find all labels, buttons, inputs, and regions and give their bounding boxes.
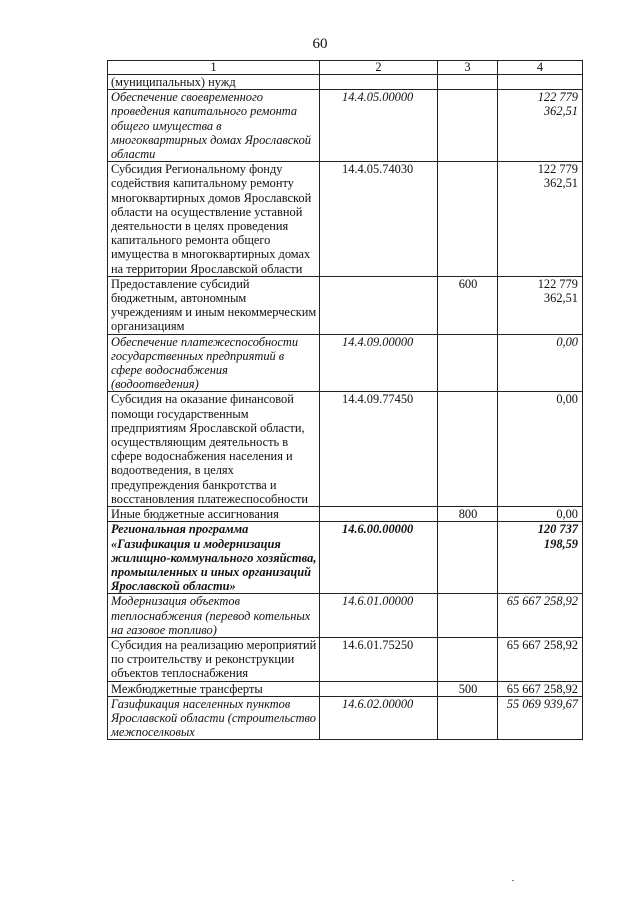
table-row <box>108 594 583 638</box>
row-amount-cell: 122 779 362,51 <box>498 276 583 334</box>
row-code-cell: 14.4.09.77450 <box>320 392 438 507</box>
row-name-cell: Субсидия на реализацию мероприятий по строительству и реконструкции объектов теплоснабжения <box>108 637 320 681</box>
row-kvr-cell <box>438 75 498 90</box>
row-amount-cell: 65 667 258,92 <box>498 594 583 638</box>
row-amount-cell: 122 779 362,51 <box>498 90 583 162</box>
row-amount-cell: 122 779 362,51 <box>498 162 583 277</box>
row-name-cell: Обеспечение своевременного проведения капитального ремонта общего имущества в многоквартирных домах Ярославской области <box>108 90 320 162</box>
row-amount-cell: 65 667 258,92 <box>498 681 583 696</box>
row-kvr-cell <box>438 522 498 594</box>
row-kvr-cell: 500 <box>438 681 498 696</box>
row-name-cell: (муниципальных) нужд <box>108 75 320 90</box>
column-header: 3 <box>438 61 498 75</box>
row-code-cell: 14.6.01.00000 <box>320 594 438 638</box>
row-name-cell: Предоставление субсидий бюджетным, автономным учреждениям и иным некоммерческим организациям <box>108 276 320 334</box>
row-name-cell: Иные бюджетные ассигнования <box>108 507 320 522</box>
row-code-cell <box>320 681 438 696</box>
row-code-cell: 14.4.09.00000 <box>320 334 438 392</box>
row-amount-cell <box>498 75 583 90</box>
table-body <box>108 61 583 740</box>
table-row <box>108 637 583 681</box>
scan-speck <box>512 880 514 881</box>
row-kvr-cell <box>438 162 498 277</box>
row-amount-cell: 55 069 939,67 <box>498 696 583 740</box>
row-name-cell: Субсидия Региональному фонду содействия капитальному ремонту многоквартирных домов Ярославской области на осуществление уставной деятельности в целях проведения капитального ремонта общего имущества в многоквартирных домах на территории Ярославской области <box>108 162 320 277</box>
column-header: 2 <box>320 61 438 75</box>
row-code-cell <box>320 276 438 334</box>
table-row <box>108 522 583 594</box>
row-kvr-cell: 800 <box>438 507 498 522</box>
row-code-cell: 14.6.02.00000 <box>320 696 438 740</box>
table-row <box>108 162 583 277</box>
row-name-cell: Региональная программа «Газификация и модернизация жилищно-коммунального хозяйства, промышленных и иных организаций Ярославской области» <box>108 522 320 594</box>
row-name-cell: Модернизация объектов теплоснабжения (перевод котельных на газовое топливо) <box>108 594 320 638</box>
row-kvr-cell <box>438 637 498 681</box>
table-row <box>108 507 583 522</box>
budget-table <box>107 60 583 740</box>
row-amount-cell: 65 667 258,92 <box>498 637 583 681</box>
table-row <box>108 392 583 507</box>
row-amount-cell: 0,00 <box>498 507 583 522</box>
row-code-cell: 14.6.01.75250 <box>320 637 438 681</box>
row-amount-cell: 0,00 <box>498 334 583 392</box>
row-kvr-cell <box>438 392 498 507</box>
row-amount-cell: 0,00 <box>498 392 583 507</box>
row-name-cell: Обеспечение платежеспособности государственных предприятий в сфере водоснабжения (водоотведения) <box>108 334 320 392</box>
row-amount-cell: 120 737 198,59 <box>498 522 583 594</box>
row-name-cell: Газификация населенных пунктов Ярославской области (строительство межпоселковых <box>108 696 320 740</box>
row-code-cell <box>320 507 438 522</box>
row-code-cell: 14.4.05.00000 <box>320 90 438 162</box>
row-kvr-cell <box>438 594 498 638</box>
row-kvr-cell <box>438 334 498 392</box>
table-row <box>108 681 583 696</box>
row-name-cell: Субсидия на оказание финансовой помощи государственным предприятиям Ярославской области, осуществляющим деятельность в сфере водоснабжения населения и водоотведения, в целях предупреждения банкротства и восстановления платежеспособности <box>108 392 320 507</box>
page-number: 60 <box>312 36 328 52</box>
row-kvr-cell <box>438 696 498 740</box>
column-header: 4 <box>498 61 583 75</box>
row-code-cell <box>320 75 438 90</box>
table-row <box>108 75 583 90</box>
row-code-cell: 14.4.05.74030 <box>320 162 438 277</box>
row-name-cell: Межбюджетные трансферты <box>108 681 320 696</box>
table-row <box>108 90 583 162</box>
table-row <box>108 696 583 740</box>
row-kvr-cell <box>438 90 498 162</box>
table-row <box>108 334 583 392</box>
column-header: 1 <box>108 61 320 75</box>
table-row <box>108 276 583 334</box>
row-kvr-cell: 600 <box>438 276 498 334</box>
table-header-row <box>108 61 583 75</box>
row-code-cell: 14.6.00.00000 <box>320 522 438 594</box>
